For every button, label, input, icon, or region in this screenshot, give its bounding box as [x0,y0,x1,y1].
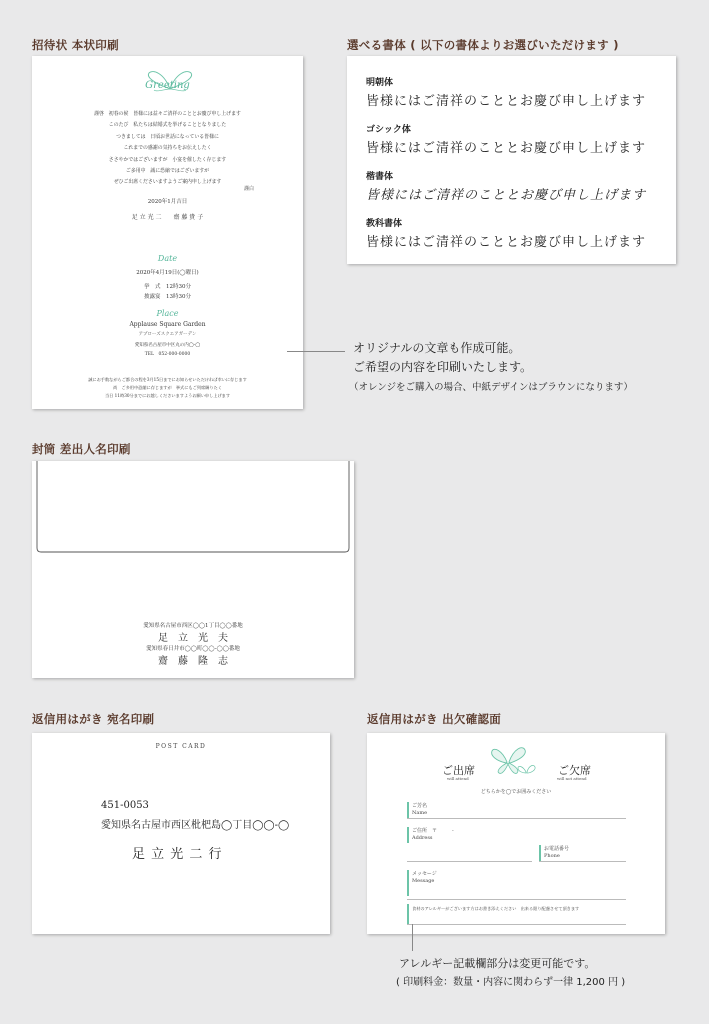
message-field-label [412,871,437,884]
greeting-line: これまでの感謝の気持ちをお伝えしたく [123,145,212,152]
note-line1: アレルギー記載欄部分は変更可能です。 [399,957,596,970]
closing-word: 謹白 [244,186,255,192]
field-marker [407,904,409,924]
address-label: ご住所 〒 - [412,828,454,834]
venue-tel: TEL 052-000-0000 [144,352,191,357]
address-line [407,861,532,862]
note-line2: ( 印刷料金：数量・内容に関わらず一律 1,200 円 ) [396,977,626,988]
allergy-text: 食材のアレルギーがございます方はお書き添えください 出来る限り配慮させて頂きます [412,906,580,911]
ceremony-time: 挙 式 12時30分 [144,284,191,290]
sender2-address: 愛知県春日井市◯◯町◯◯-◯◯番地 [146,646,240,652]
absent-option: ご欠席 [558,764,591,777]
invitation-card [32,56,303,409]
instruction-text: どちらかを◯でお囲みください [480,789,552,795]
sender2-name: 齋 藤 隆 志 [158,656,228,667]
field-marker [539,845,541,861]
greeting-text [32,109,303,189]
font-sample-kaisho [366,169,646,203]
absent-option-en: will not attend [557,776,587,781]
venue-name: Applause Square Garden [129,321,206,328]
venue-kana: アプローズスクエアガーデン [138,332,197,337]
greeting-line: このたび 私たちは結婚式を挙げることとなりました [108,122,227,129]
attend-option: ご出席 [442,764,475,777]
couple-names: 足 立 光 二 齋 藤 貴 子 [131,214,204,221]
phone-line [539,861,626,862]
address-heading: 返信用はがき 宛名印刷 [32,712,155,726]
fonts-heading: 選べる書体 ( 以下の書体よりお選びいただけます ) [347,38,619,52]
note-connector [412,924,413,951]
font-samples-card [347,56,676,264]
postcard-title: POST CARD [155,743,207,750]
font-name: 教科書体 [366,219,403,229]
greeting-line: ささやかではございますが 小宴を催したく存じます [108,156,227,163]
postcard-reply-card [367,733,665,934]
address-field-label [412,828,454,841]
address-label-en: Address [412,834,433,841]
font-name: ゴシック体 [366,125,411,135]
letter-date: 2020年1月吉日 [147,199,188,205]
note-line: 誠にお手数ながらご都合の程を3月15日までにお知らせいただければ幸いに存じます [88,377,247,382]
envelope-card [32,461,354,678]
postcard-zip: 451-0053 [101,800,149,811]
attend-option-en: will attend [447,776,469,781]
name-label: ご芳名 [412,803,428,809]
greeting-line: 謹啓 初春の候 皆様には益々ご清祥のこととお慶び申し上げます [94,111,241,117]
invitation-notes [32,376,303,400]
field-marker [407,827,409,843]
callout-line2: ご希望の内容を印刷いたします。 [353,360,533,374]
font-sample-text: 皆様にはご清祥のこととお慶び申し上げます [366,235,647,250]
field-marker [407,870,409,896]
allergy-line [407,924,626,925]
event-date: 2020年4月19日(◯曜日) [136,270,199,276]
callout-line3: （オレンジをご購入の場合、中紙デザインはブラウンになります） [349,382,633,393]
sender1-address: 愛知県名古屋市西区◯◯1丁目◯◯番地 [143,623,243,629]
place-label: Place [156,309,179,318]
note-line: 尚 ご多用中恐縮に存じますが 挙式にもご列席賜りたく [113,385,222,390]
message-label-en: Message [412,877,435,884]
font-sample-text: 皆様にはご清祥のこととお慶び申し上げます [366,188,647,203]
date-label: Date [157,254,178,263]
note-line: 当日 11時30分までにお越しくださいますようお願い申し上げます [104,393,231,398]
font-sample-mincho [366,75,646,109]
reception-time: 披露宴 13時30分 [144,294,191,300]
greeting-script: Greeting [145,80,190,91]
venue-address: 愛知県名古屋市中区丸の内◯-◯ [134,343,201,348]
font-name: 楷書体 [366,172,394,182]
name-label-en: Name [412,809,428,816]
name-line [407,818,626,819]
phone-label: お電話番号 [544,846,570,852]
field-marker [407,802,409,818]
font-sample-text: 皆様にはご清祥のこととお慶び申し上げます [366,94,647,109]
butterfly-logo [490,742,540,780]
invitation-heading: 招待状 本状印刷 [32,38,119,52]
postcard-address: 愛知県名古屋市西区枇杷島◯丁目◯◯-◯ [101,820,290,831]
reply-heading: 返信用はがき 出欠確認面 [367,712,502,726]
callout-line [287,351,345,352]
font-sample-text: 皆様にはご清祥のこととお慶び申し上げます [366,141,647,156]
phone-field-label [544,846,569,859]
name-field-label [412,803,427,816]
envelope-heading: 封筒 差出人名印刷 [32,442,131,456]
callout-line1: オリジナルの文章も作成可能。 [353,341,521,355]
postcard-recipient: 足 立 光 二 行 [132,847,223,862]
phone-label-en: Phone [544,852,560,859]
greeting-line: ぜひご出席くださいますようご案内申し上げます [113,179,222,186]
greeting-line: ご多用中 誠に恐縮ではございますが [125,168,210,175]
message-label: メッセージ [412,871,437,877]
message-line [407,899,626,900]
font-sample-kyokasho [366,216,646,250]
postcard-address-card [32,733,330,934]
font-name: 明朝体 [366,78,394,88]
sender1-name: 足 立 光 夫 [158,633,228,644]
font-sample-gothic [366,122,646,156]
greeting-line: つきましては 日頃お世話になっている皆様に [116,133,219,140]
